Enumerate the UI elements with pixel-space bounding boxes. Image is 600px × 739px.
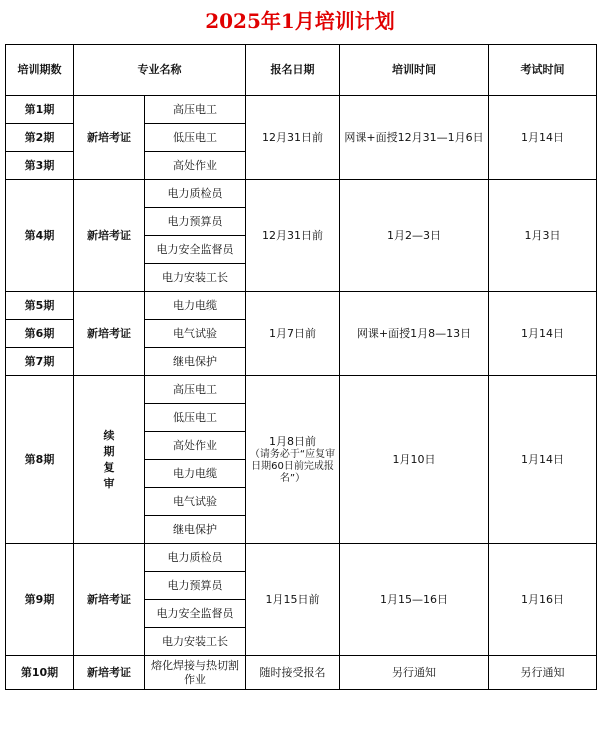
category-cell: 新培考证	[74, 180, 145, 292]
period-cell: 第10期	[6, 656, 74, 690]
signup-cell: 12月31日前	[246, 96, 340, 180]
specialty-cell: 电力预算员	[145, 208, 246, 236]
specialty-cell: 低压电工	[145, 124, 246, 152]
period-cell: 第8期	[6, 376, 74, 544]
specialty-cell: 高压电工	[145, 96, 246, 124]
specialty-cell: 继电保护	[145, 348, 246, 376]
specialty-cell: 电力质检员	[145, 180, 246, 208]
training-cell: 1月10日	[340, 376, 489, 544]
specialty-cell: 电力电缆	[145, 460, 246, 488]
page-title: 2025年1月培训计划	[205, 9, 395, 33]
specialty-cell: 高处作业	[145, 152, 246, 180]
training-cell: 网课+面授12月31—1月6日	[340, 96, 489, 180]
exam-cell: 1月14日	[489, 376, 597, 544]
exam-cell: 1月14日	[489, 96, 597, 180]
period-cell: 第4期	[6, 180, 74, 292]
signup-cell: 12月31日前	[246, 180, 340, 292]
category-cell-renewal	[74, 376, 145, 544]
specialty-cell: 电力安装工长	[145, 628, 246, 656]
signup-cell: 随时接受报名	[246, 656, 340, 690]
specialty-cell: 电力预算员	[145, 572, 246, 600]
training-cell: 1月2—3日	[340, 180, 489, 292]
category-char: 复	[103, 460, 115, 474]
category-cell: 新培考证	[74, 292, 145, 376]
signup-date-main: 1月8日前	[269, 434, 316, 448]
period-cell: 第3期	[6, 152, 74, 180]
table-row	[6, 292, 597, 320]
period-cell: 第1期	[6, 96, 74, 124]
specialty-cell: 电力质检员	[145, 544, 246, 572]
specialty-cell: 低压电工	[145, 404, 246, 432]
training-cell: 1月15—16日	[340, 544, 489, 656]
category-cell: 新培考证	[74, 544, 145, 656]
category-char: 期	[103, 444, 115, 458]
specialty-cell: 高压电工	[145, 376, 246, 404]
specialty-cell: 电力安装工长	[145, 264, 246, 292]
specialty-cell: 继电保护	[145, 516, 246, 544]
period-cell: 第5期	[6, 292, 74, 320]
specialty-cell: 电气试验	[145, 320, 246, 348]
specialty-cell: 电气试验	[145, 488, 246, 516]
period-cell: 第2期	[6, 124, 74, 152]
table-row	[6, 544, 597, 572]
exam-cell: 另行通知	[489, 656, 597, 690]
signup-cell: 1月7日前	[246, 292, 340, 376]
period-cell: 第9期	[6, 544, 74, 656]
category-char: 续	[103, 428, 115, 442]
specialty-cell: 熔化焊接与热切割作业	[145, 656, 246, 690]
header-specialty: 专业名称	[74, 45, 246, 96]
period-cell: 第7期	[6, 348, 74, 376]
signup-cell: 1月15日前	[246, 544, 340, 656]
specialty-cell: 电力安全监督员	[145, 236, 246, 264]
header-period: 培训期数	[6, 45, 74, 96]
training-cell: 网课+面授1月8—13日	[340, 292, 489, 376]
table-row	[6, 180, 597, 208]
category-cell: 新培考证	[74, 96, 145, 180]
table-row	[6, 376, 597, 404]
exam-cell: 1月14日	[489, 292, 597, 376]
training-cell: 另行通知	[340, 656, 489, 690]
header-exam-time: 考试时间	[489, 45, 597, 96]
signup-cell	[246, 376, 340, 544]
table-header-row	[6, 45, 597, 96]
header-signup-date: 报名日期	[246, 45, 340, 96]
exam-cell: 1月3日	[489, 180, 597, 292]
header-training-time: 培训时间	[340, 45, 489, 96]
specialty-cell: 电力电缆	[145, 292, 246, 320]
period-cell: 第6期	[6, 320, 74, 348]
exam-cell: 1月16日	[489, 544, 597, 656]
table-row	[6, 96, 597, 124]
specialty-cell: 电力安全监督员	[145, 600, 246, 628]
table-row	[6, 656, 597, 690]
training-plan-table	[5, 44, 597, 690]
category-char: 审	[103, 476, 115, 490]
specialty-cell: 高处作业	[145, 432, 246, 460]
category-cell: 新培考证	[74, 656, 145, 690]
signup-note: （请务必于“应复审日期60日前完成报名”）	[249, 448, 336, 484]
